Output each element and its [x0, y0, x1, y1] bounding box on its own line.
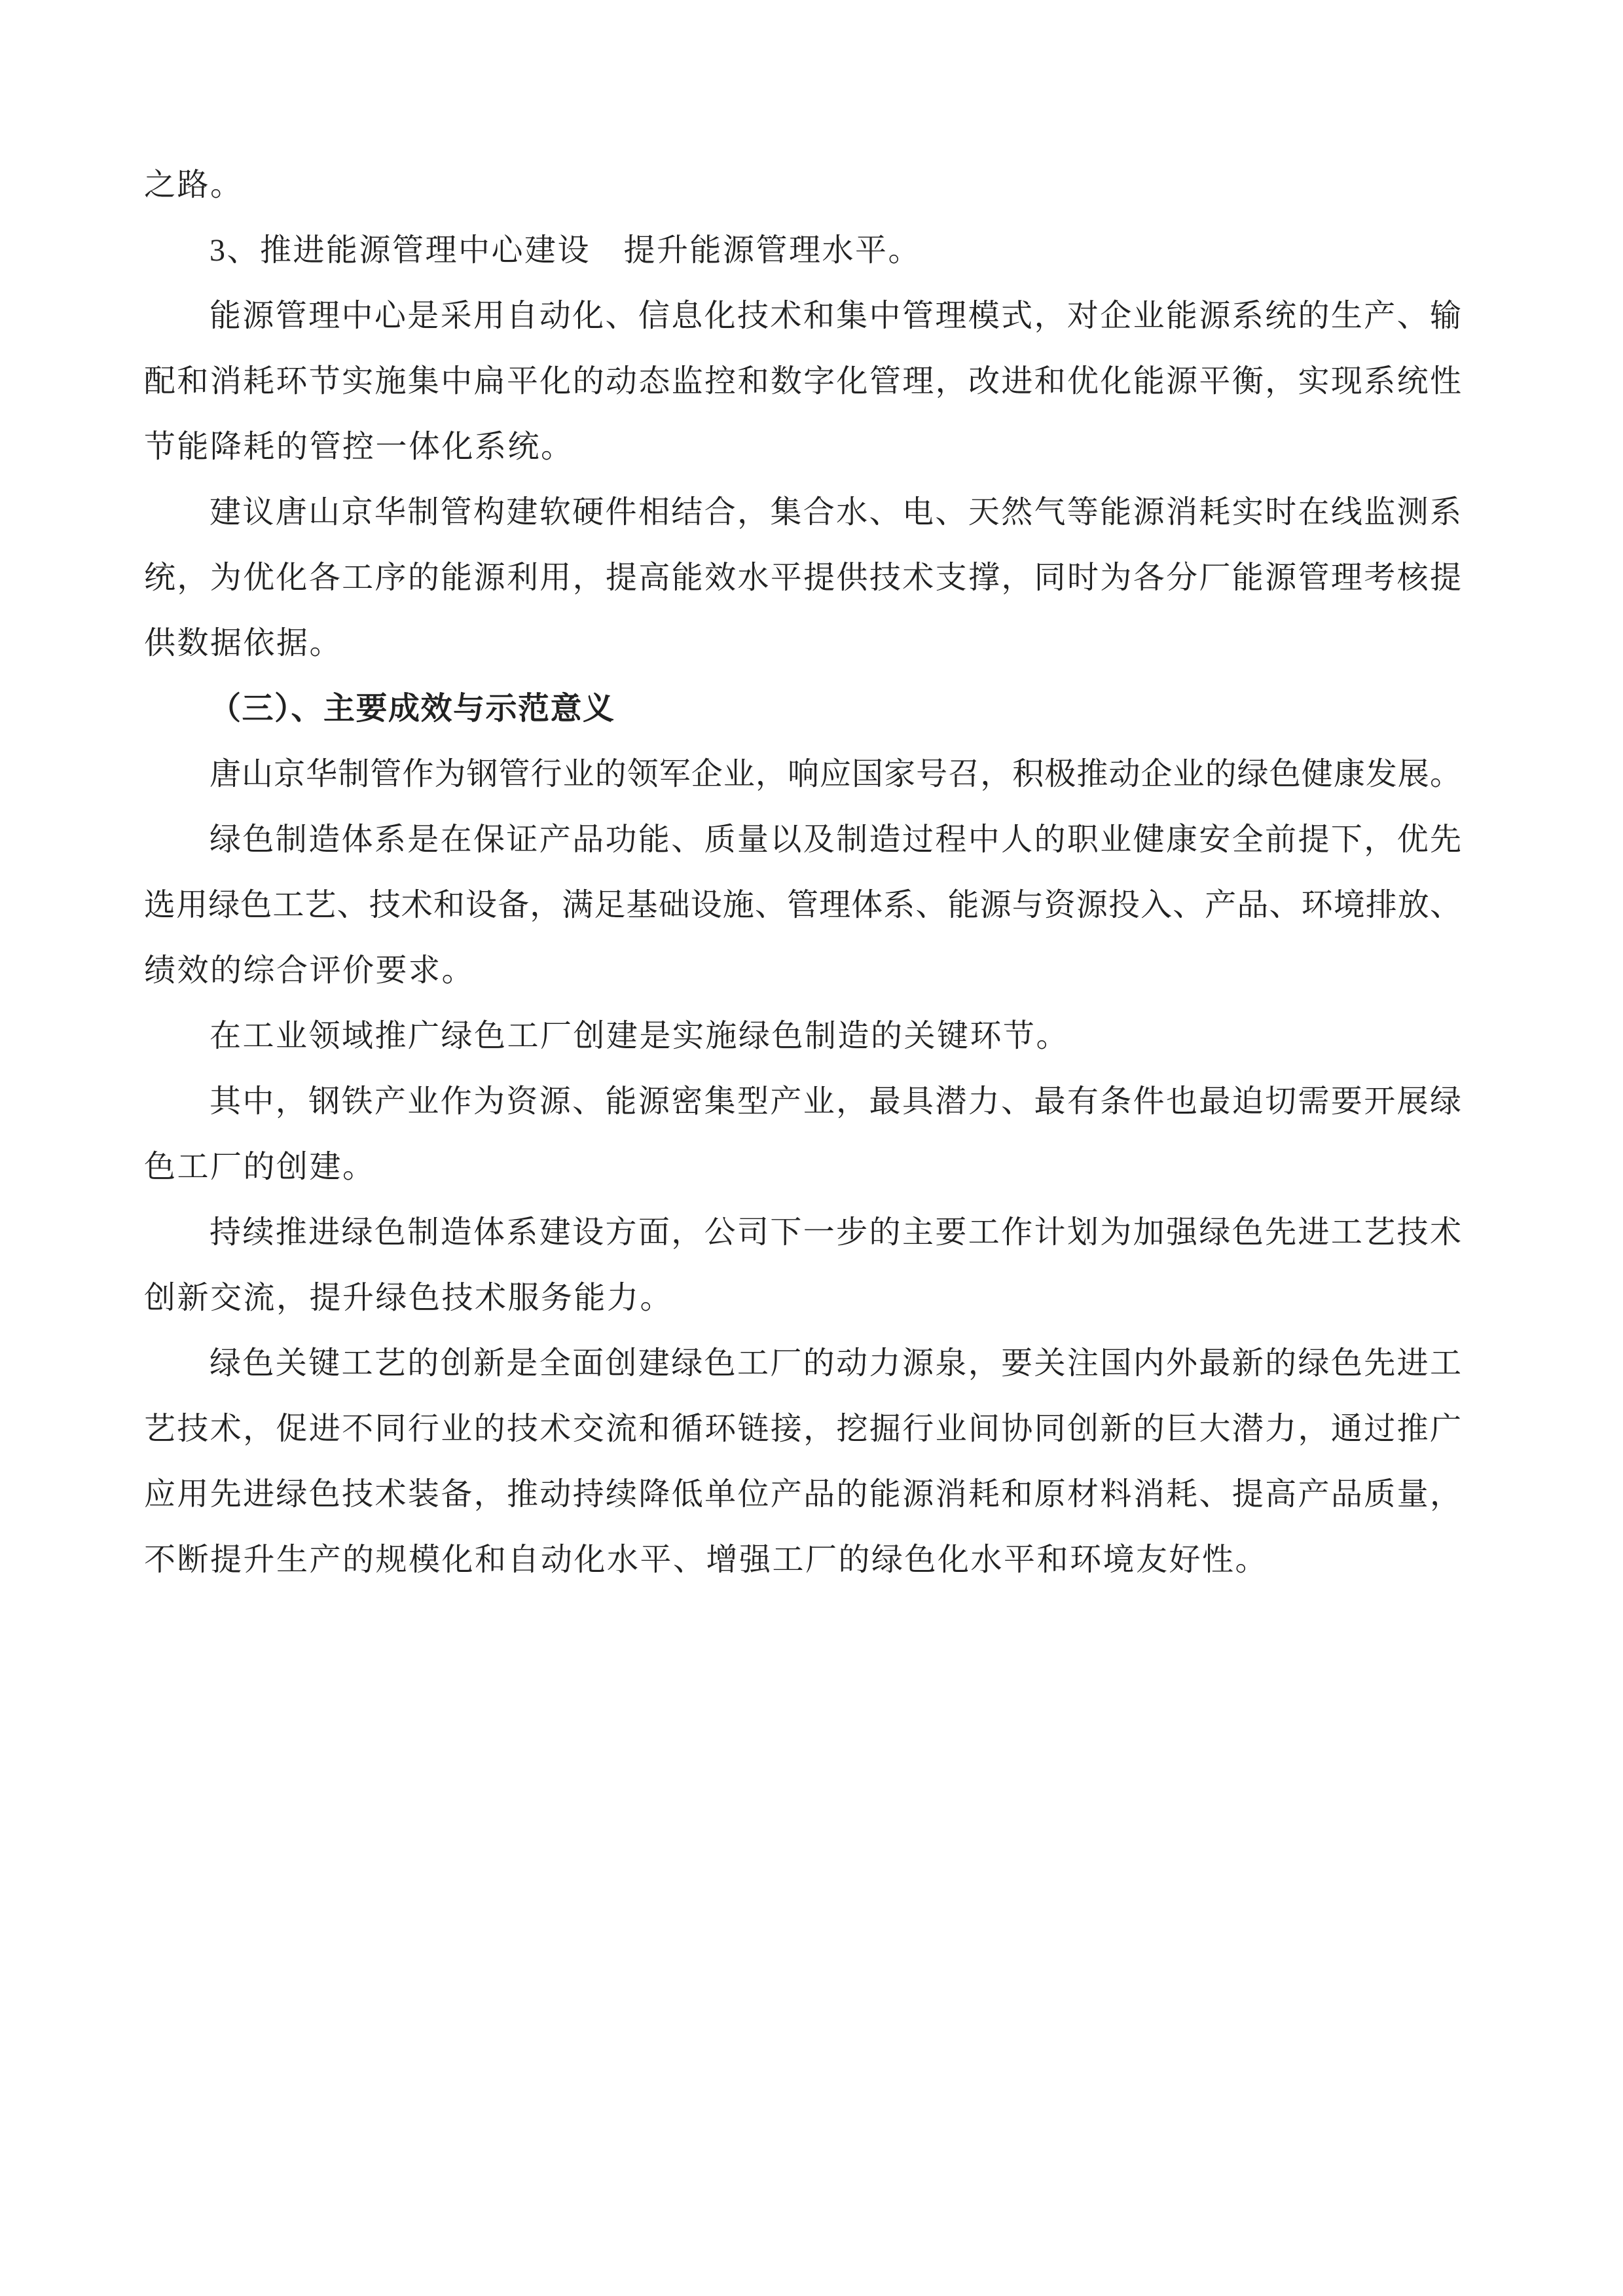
numbered-subheading: 3、推进能源管理中心建设 提升能源管理水平。 [210, 233, 922, 268]
text-line: 持续推进绿色制造体系建设方面，公司下一步的主要工作计划为加强绿色先进工艺技术 [210, 1215, 1461, 1250]
text-line: 选用绿色工艺、技术和设备，满足基础设施、管理体系、能源与资源投入、产品、环境排放、 [144, 888, 1461, 922]
section-heading: （三）、主要成效与示范意义 [210, 691, 615, 726]
text-line: 节能降耗的管控一体化系统。 [144, 429, 574, 464]
text-line: 建议唐山京华制管构建软硬件相结合，集合水、电、天然气等能源消耗实时在线监测系 [210, 495, 1461, 530]
text-line: 绩效的综合评价要求。 [144, 953, 475, 988]
text-line: 不断提升生产的规模化和自动化水平、增强工厂的绿色化水平和环境友好性。 [144, 1542, 1269, 1577]
text-line: 在工业领域推广绿色工厂创建是实施绿色制造的关键环节。 [210, 1019, 1070, 1053]
text-line: 唐山京华制管作为钢管行业的领军企业，响应国家号召，积极推动企业的绿色健康发展。 [210, 757, 1461, 792]
text-line: 色工厂的创建。 [144, 1150, 376, 1184]
text-line: 配和消耗环节实施集中扁平化的动态监控和数字化管理，改进和优化能源平衡，实现系统性 [144, 364, 1461, 399]
text-line: 供数据依据。 [144, 626, 343, 661]
text-line: 之路。 [144, 168, 244, 202]
text-line: 绿色制造体系是在保证产品功能、质量以及制造过程中人的职业健康安全前提下，优先 [210, 822, 1461, 857]
text-line: 其中，钢铁产业作为资源、能源密集型产业，最具潜力、最有条件也最迫切需要开展绿 [210, 1084, 1461, 1119]
text-content [144, 153, 1461, 1593]
text-line: 统，为优化各工序的能源利用，提高能效水平提供技术支撑，同时为各分厂能源管理考核提 [144, 560, 1461, 595]
text-line: 艺技术，促进不同行业的技术交流和循环链接，挖掘行业间协同创新的巨大潜力，通过推广 [144, 1412, 1461, 1446]
text-line: 能源管理中心是采用自动化、信息化技术和集中管理模式，对企业能源系统的生产、输 [210, 299, 1461, 333]
text-line: 应用先进绿色技术装备，推动持续降低单位产品的能源消耗和原材料消耗、提高产品质量， [144, 1477, 1461, 1512]
text-line: 绿色关键工艺的创新是全面创建绿色工厂的动力源泉，要关注国内外最新的绿色先进工 [210, 1346, 1461, 1381]
text-line: 创新交流，提升绿色技术服务能力。 [144, 1281, 674, 1315]
